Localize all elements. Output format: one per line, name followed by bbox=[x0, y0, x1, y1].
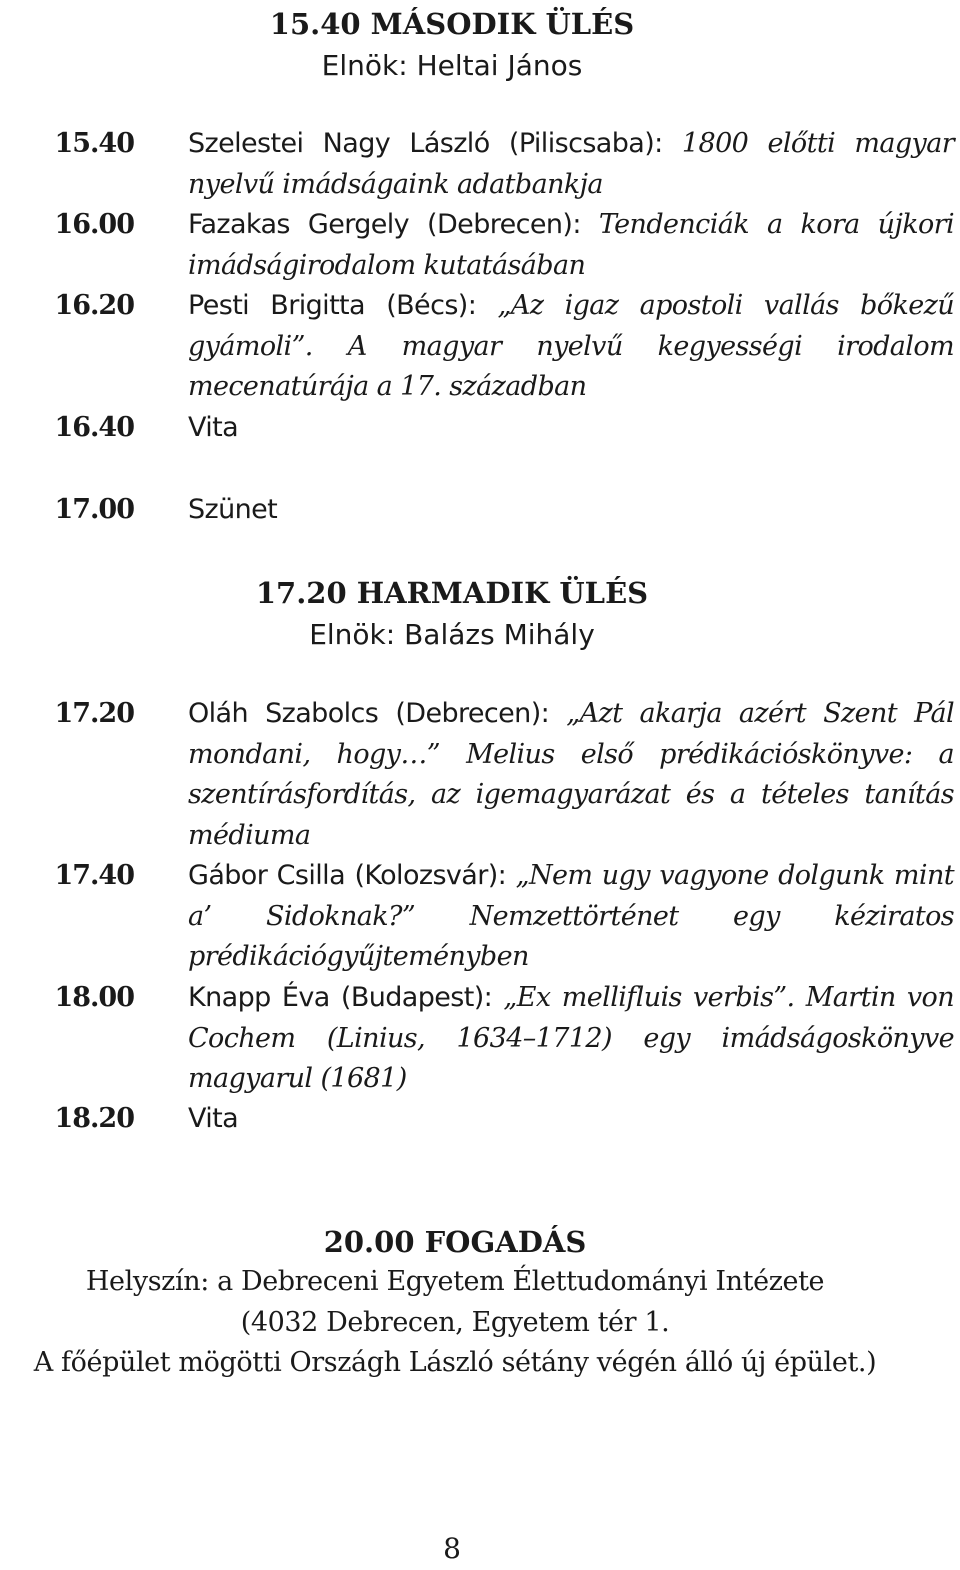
item-time: 17.20 bbox=[54, 698, 134, 729]
item-content bbox=[188, 694, 954, 856]
item-time: 16.40 bbox=[54, 412, 134, 443]
session-3-heading bbox=[0, 572, 904, 656]
break-time: 17.00 bbox=[54, 494, 134, 525]
item-speaker: Vita bbox=[188, 1103, 239, 1134]
item-speaker: Fazakas Gergely (Debrecen): bbox=[188, 209, 599, 240]
reception-directions: A főépület mögötti Országh László sétány végén álló új épület.) bbox=[33, 1347, 877, 1378]
break-label: Szünet bbox=[188, 494, 278, 525]
item-time: 17.40 bbox=[54, 860, 134, 891]
item-title: Tendenciák a kora újkori imádságirodalom kutatásában bbox=[188, 209, 954, 281]
reception-venue: Helyszín: a Debreceni Egyetem Élettudományi Intézete bbox=[85, 1266, 825, 1297]
item-speaker: Vita bbox=[188, 412, 239, 443]
item-content bbox=[188, 286, 954, 408]
item-title: „Az igaz apostoli vallás bőkezű gyámoli”. A magyar nyelvű kegyességi irodalom mecenatúrája a 17. században bbox=[188, 290, 954, 402]
item-speaker: Pesti Brigitta (Bécs): bbox=[188, 290, 498, 321]
item-speaker: Gábor Csilla (Kolozsvár): bbox=[188, 860, 516, 891]
session-2-heading bbox=[0, 3, 904, 87]
item-time: 18.20 bbox=[54, 1103, 134, 1134]
item-time: 16.00 bbox=[54, 209, 134, 240]
item-title: „Azt akarja azért Szent Pál mondani, hogy…” Melius első prédikációskönyve: a szentírásfordítás, az igemagyarázat és a tételes tanítás médiuma bbox=[188, 698, 954, 851]
item-title: 1800 előtti magyar nyelvű imádságaink adatbankja bbox=[188, 128, 954, 200]
reception-block bbox=[0, 1222, 910, 1384]
session-3-chair: Elnök: Balázs Mihály bbox=[309, 618, 595, 651]
item-time: 16.20 bbox=[54, 290, 134, 321]
session-3-title: 17.20 HARMADIK ÜLÉS bbox=[255, 576, 649, 610]
item-content bbox=[188, 205, 954, 286]
item-speaker: Oláh Szabolcs (Debrecen): bbox=[188, 698, 567, 729]
item-time: 15.40 bbox=[54, 128, 134, 159]
page-number: 8 bbox=[443, 1532, 461, 1565]
item-title: „Nem ugy vagyone dolgunk mint a’ Sidoknak?” Nemzettörténet egy kéziratos prédikációgyűjteményben bbox=[188, 860, 954, 972]
item-content bbox=[188, 408, 954, 449]
item-speaker: Szelestei Nagy László (Piliscsaba): bbox=[188, 128, 682, 159]
item-speaker: Knapp Éva (Budapest): bbox=[188, 982, 504, 1013]
item-content bbox=[188, 1099, 954, 1140]
session-2-chair: Elnök: Heltai János bbox=[321, 49, 583, 82]
item-content bbox=[188, 124, 954, 205]
item-time: 18.00 bbox=[54, 982, 134, 1013]
item-content bbox=[188, 856, 954, 978]
reception-address: (4032 Debrecen, Egyetem tér 1. bbox=[240, 1306, 670, 1338]
session-2-title: 15.40 MÁSODIK ÜLÉS bbox=[269, 7, 635, 41]
item-title: „Ex mellifluis verbis”. Martin von Cochem (Linius, 1634–1712) egy imádságoskönyve magyarul (1681) bbox=[188, 982, 954, 1094]
reception-title: 20.00 FOGADÁS bbox=[323, 1225, 587, 1259]
item-content bbox=[188, 978, 954, 1100]
